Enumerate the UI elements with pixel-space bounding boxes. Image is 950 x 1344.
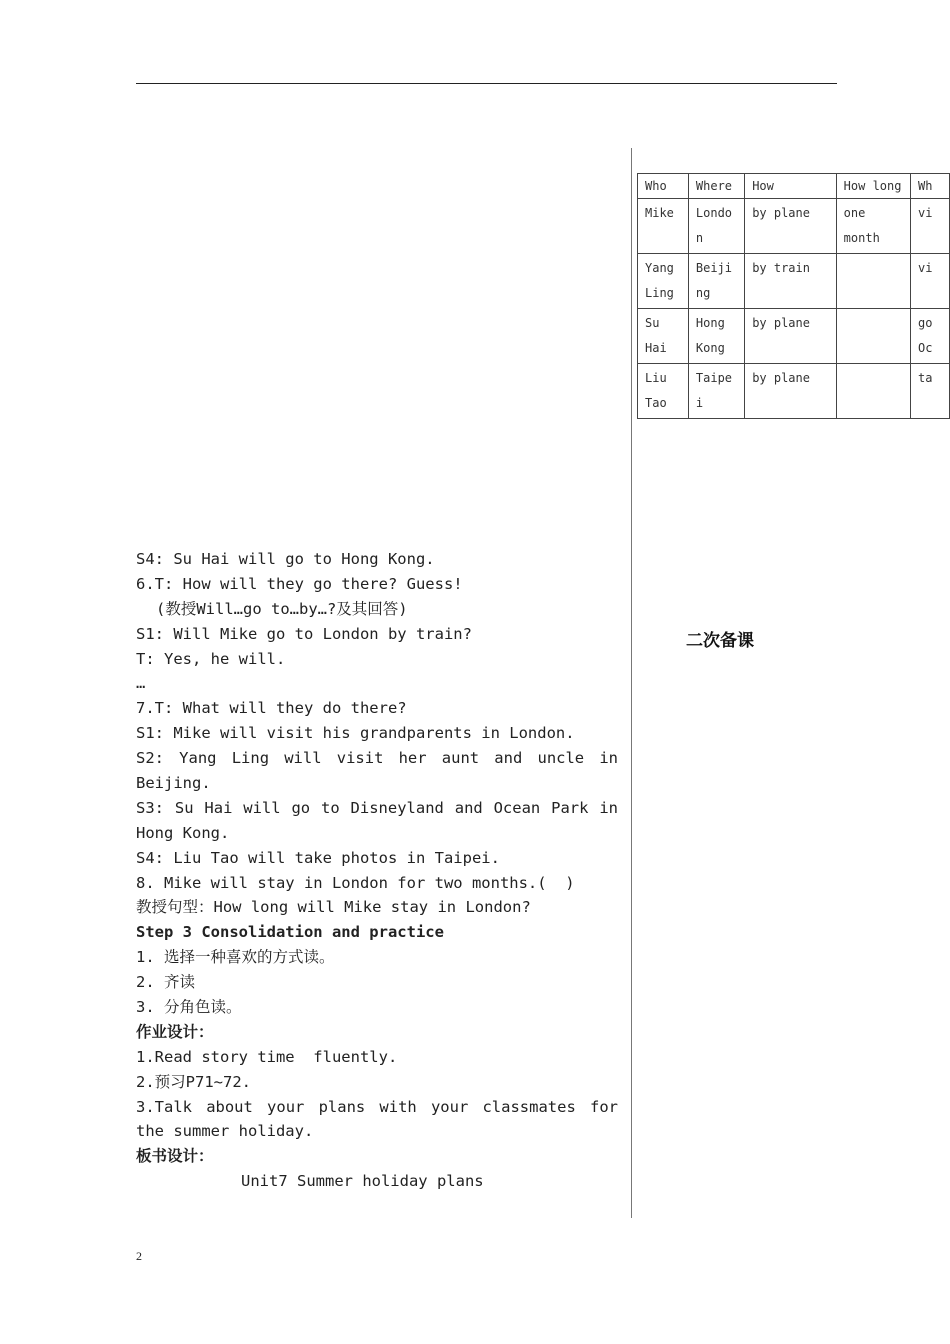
second-preparation-heading: 二次备课 — [686, 631, 754, 651]
cell-what: vi — [911, 254, 950, 309]
dialogue-line: T: Yes, he will. — [136, 649, 286, 668]
cell-where: Taipe i — [688, 364, 744, 419]
page-number: 2 — [136, 1249, 142, 1263]
cell-how: by train — [745, 254, 836, 309]
header-rule — [136, 83, 837, 84]
lesson-body — [136, 547, 618, 1194]
cell-what: go Oc — [911, 309, 950, 364]
dialogue-line: S1: Will Mike go to London by train? — [136, 624, 472, 643]
practice-item: 1. 选择一种喜欢的方式读。 — [136, 948, 335, 967]
table-row — [638, 199, 950, 254]
header-how-long: How long — [836, 174, 910, 199]
header-where: Where — [688, 174, 744, 199]
cell-how-long — [836, 364, 910, 419]
teaching-note: 教授句型：How long will Mike stay in London? — [136, 898, 531, 917]
column-divider — [631, 148, 632, 1218]
practice-item: 2. 齐读 — [136, 973, 195, 992]
ellipsis-line: … — [136, 674, 146, 693]
dialogue-line: S1: Mike will visit his grandparents in London. — [136, 724, 575, 743]
table-row — [638, 254, 950, 309]
step-heading: Step 3 Consolidation and practice — [136, 923, 444, 942]
homework-item-continued: the summer holiday. — [136, 1122, 314, 1141]
cell-who: Su Hai — [638, 309, 689, 364]
dialogue-line-continued: Hong Kong. — [136, 823, 230, 842]
cell-who: Yang Ling — [638, 254, 689, 309]
cell-what: ta — [911, 364, 950, 419]
cell-how-long: one month — [836, 199, 910, 254]
homework-item: 2.预习P71~72. — [136, 1072, 251, 1091]
cell-who: Mike — [638, 199, 689, 254]
header-how: How — [745, 174, 836, 199]
teaching-note: (教授Will…go to…by…?及其回答) — [156, 599, 408, 618]
cell-where: Hong Kong — [688, 309, 744, 364]
dialogue-line-continued: Beijing. — [136, 774, 211, 793]
cell-who: Liu Tao — [638, 364, 689, 419]
board-title: Unit7 Summer holiday plans — [241, 1172, 484, 1191]
step-item: 8. Mike will stay in London for two months.( ) — [136, 873, 575, 892]
table-header-row — [638, 174, 950, 199]
cell-how: by plane — [745, 309, 836, 364]
homework-item: 3.Talk about your plans with your classmates for — [136, 1097, 618, 1116]
cell-where: Londo n — [688, 199, 744, 254]
cell-how: by plane — [745, 364, 836, 419]
dialogue-line: S2: Yang Ling will visit her aunt and uncle in — [136, 749, 618, 768]
summer-plans-table — [637, 173, 950, 419]
homework-heading: 作业设计： — [136, 1022, 214, 1041]
cell-what: vi — [911, 199, 950, 254]
board-design-heading: 板书设计： — [136, 1147, 214, 1166]
dialogue-line: S4: Su Hai will go to Hong Kong. — [136, 550, 435, 568]
practice-item: 3. 分角色读。 — [136, 998, 242, 1017]
dialogue-line: S3: Su Hai will go to Disneyland and Ocean Park in — [136, 798, 618, 817]
table-row — [638, 309, 950, 364]
header-who: Who — [638, 174, 689, 199]
cell-how-long — [836, 309, 910, 364]
cell-where: Beiji ng — [688, 254, 744, 309]
table-row — [638, 364, 950, 419]
homework-item: 1.Read story time fluently. — [136, 1047, 398, 1066]
step-item: 7.T: What will they do there? — [136, 699, 407, 718]
step-item: 6.T: How will they go there? Guess! — [136, 574, 463, 593]
dialogue-line: S4: Liu Tao will take photos in Taipei. — [136, 848, 500, 867]
header-what: Wh — [911, 174, 950, 199]
cell-how-long — [836, 254, 910, 309]
cell-how: by plane — [745, 199, 836, 254]
